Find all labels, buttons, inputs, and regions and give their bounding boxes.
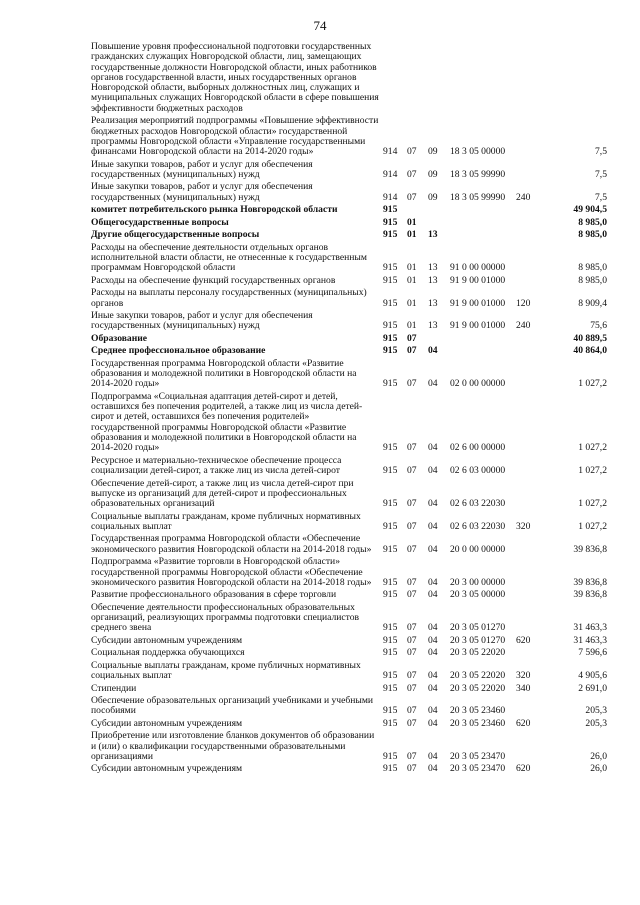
row-target-article-code: 18 3 05 00000	[450, 146, 506, 158]
row-expense-type-code	[516, 276, 540, 288]
row-target-article-code: 20 3 05 23470	[450, 763, 506, 775]
row-grbs-code: 915	[383, 717, 398, 729]
row-expense-type-code: 320	[516, 520, 531, 532]
row-expense-type-code: 620	[516, 763, 531, 775]
table-row	[91, 346, 607, 358]
row-subsection-code: 04	[428, 576, 438, 588]
row-section-code: 07	[407, 634, 417, 646]
row-name: Повышение уровня профессиональной подготовки государственных гражданских служащих Новгородской области, лиц, замещающих государственные должности Новгородской области, иных работников органов государственной власти, иных государственных органов Новгородской области, выборных должностных лиц, служащих и муниципальных служащих Новгородской области в сфере повышения эффективности бюджетных расходов	[91, 41, 379, 114]
row-subsection-code: 04	[428, 589, 438, 601]
row-grbs-code: 915	[383, 647, 398, 659]
row-subsection-code: 04	[428, 543, 438, 555]
row-grbs-code: 915	[383, 297, 398, 309]
row-target-article-code: 20 3 05 23470	[450, 750, 506, 762]
row-target-article-code	[450, 334, 516, 346]
table-row	[91, 392, 607, 456]
table-row	[91, 590, 607, 602]
row-expense-type-code: 620	[516, 717, 531, 729]
row-subsection-code: 13	[428, 274, 438, 286]
row-name: Образование	[91, 332, 148, 344]
row-name: Приобретение или изготовление бланков документов об образовании и (или) о квалификации государственными образовательными организациями	[91, 730, 375, 762]
page-number: 74	[313, 18, 327, 33]
row-section-code: 07	[407, 498, 417, 510]
row-subsection-code: 04	[428, 622, 438, 634]
row-expense-type-code	[516, 479, 540, 512]
row-name: Государственная программа Новгородской области «Развитие образования и молодежной политики в Новгородской области на 2014-2020 годы»	[91, 357, 357, 390]
row-section-code: 01	[407, 262, 417, 274]
row-expense-type-code	[516, 534, 540, 557]
row-subsection-code: 04	[428, 465, 438, 477]
row-section-code: 07	[407, 146, 417, 158]
row-amount: 1 027,2	[578, 520, 607, 532]
row-expense-type-code: 340	[516, 682, 531, 694]
row-subsection-code: 04	[428, 682, 438, 694]
row-section-code: 01	[407, 320, 417, 332]
row-target-article-code: 18 3 05 99990	[450, 168, 506, 180]
row-section-code: 07	[407, 332, 417, 344]
row-subsection-code: 13	[428, 229, 438, 241]
row-amount: 8 985,0	[578, 262, 607, 274]
row-amount: 8 985,0	[578, 229, 607, 241]
row-target-article-code: 20 3 05 00000	[450, 589, 506, 601]
row-subsection-code: 04	[428, 634, 438, 646]
row-grbs-code: 915	[383, 465, 398, 477]
row-section-code: 07	[407, 670, 417, 682]
row-subsection-code: 04	[428, 705, 438, 717]
row-grbs-code: 915	[383, 543, 398, 555]
row-target-article-code: 18 3 05 99990	[450, 191, 506, 203]
row-target-article-code	[450, 42, 516, 116]
row-target-article-code: 20 3 05 01270	[450, 634, 506, 646]
row-name: Субсидии автономным учреждениям	[91, 763, 243, 775]
row-name: Стипендии	[91, 682, 137, 694]
row-amount: 31 463,3	[573, 622, 607, 634]
row-subsection-code: 04	[428, 520, 438, 532]
row-grbs-code: 915	[383, 589, 398, 601]
row-name: Расходы на обеспечение деятельности отдельных органов исполнительной власти области, не отнесенные к государственным программам Новгородской области	[91, 241, 367, 274]
row-section-code: 07	[407, 520, 417, 532]
table-row	[91, 311, 607, 334]
row-section-code: 07	[407, 191, 417, 203]
row-amount: 39 836,8	[573, 576, 607, 588]
row-grbs-code: 915	[383, 204, 398, 216]
row-expense-type-code: 320	[516, 670, 531, 682]
row-name: Подпрограмма «Развитие торговли в Новгородской области» государственной программы Новгородской области «Обеспечение экономического развития Новгородской области на 2014-2018 годы»	[91, 556, 372, 588]
row-target-article-code: 20 3 05 22020	[450, 682, 506, 694]
row-amount: 1 027,2	[578, 442, 607, 454]
row-amount: 75,6	[590, 320, 607, 332]
row-subsection-code: 13	[428, 262, 438, 274]
row-subsection-code: 09	[428, 146, 438, 158]
row-grbs-code: 915	[383, 622, 398, 634]
row-target-article-code: 91 9 00 01000	[450, 274, 506, 286]
row-target-article-code: 20 0 00 00000	[450, 543, 506, 555]
row-amount: 2 691,0	[578, 682, 607, 694]
row-target-article-code: 20 3 05 23460	[450, 705, 506, 717]
row-target-article-code: 20 3 05 22020	[450, 670, 506, 682]
row-name: Развитие профессионального образования в сфере торговли	[91, 589, 337, 601]
row-grbs-code: 915	[383, 378, 398, 390]
row-amount	[540, 42, 607, 116]
row-grbs-code: 915	[383, 262, 398, 274]
row-target-article-code: 20 3 05 01270	[450, 622, 506, 634]
row-amount: 7,5	[595, 146, 607, 158]
row-section-code: 07	[407, 763, 417, 775]
row-section-code: 01	[407, 216, 417, 228]
row-subsection-code: 04	[428, 345, 438, 357]
row-amount: 205,3	[585, 705, 607, 717]
row-section-code: 07	[407, 378, 417, 390]
row-expense-type-code	[516, 392, 540, 456]
row-target-article-code: 20 3 00 00000	[450, 576, 506, 588]
table-row	[91, 479, 607, 512]
row-section-code: 07	[407, 589, 417, 601]
table-row	[91, 359, 607, 392]
row-name: Иные закупки товаров, работ и услуг для обеспечения государственных (муниципальных) нужд	[91, 158, 313, 180]
row-grbs-code: 915	[383, 332, 398, 344]
row-section-code: 07	[407, 622, 417, 634]
row-name: Иные закупки товаров, работ и услуг для обеспечения государственных (муниципальных) нужд	[91, 310, 313, 332]
row-expense-type-code	[516, 230, 540, 242]
row-name: Обеспечение деятельности профессиональных образовательных организаций, реализующих программы подготовки специалистов среднего звена	[91, 601, 360, 634]
row-section-code: 07	[407, 717, 417, 729]
row-amount: 8 909,4	[578, 297, 607, 309]
row-target-article-code: 91 9 00 01000	[450, 297, 506, 309]
row-target-article-code	[450, 205, 516, 217]
budget-table-body	[91, 42, 607, 777]
row-grbs-code: 915	[383, 576, 398, 588]
row-amount: 1 027,2	[578, 378, 607, 390]
row-amount: 7,5	[595, 168, 607, 180]
row-grbs-code: 914	[383, 191, 398, 203]
row-name: Субсидии автономным учреждениям	[91, 717, 243, 729]
row-target-article-code: 20 3 05 22020	[450, 647, 506, 659]
table-row	[91, 288, 607, 311]
row-grbs-code: 915	[383, 498, 398, 510]
row-grbs-code: 915	[383, 442, 398, 454]
table-row	[91, 182, 607, 205]
row-grbs-code: 915	[383, 763, 398, 775]
row-subsection-code: 13	[428, 297, 438, 309]
row-grbs-code: 915	[383, 320, 398, 332]
row-amount: 26,0	[590, 750, 607, 762]
row-name: Среднее профессиональное образование	[91, 345, 266, 357]
row-name: Другие общегосударственные вопросы	[91, 229, 260, 241]
row-name: Обеспечение образовательных организаций учебниками и учебными пособиями	[91, 695, 374, 717]
row-subsection-code: 04	[428, 670, 438, 682]
row-target-article-code: 02 6 03 22030	[450, 520, 506, 532]
row-name: Расходы на обеспечение функций государственных органов	[91, 274, 336, 286]
row-expense-type-code: 120	[516, 297, 531, 309]
row-name: Общегосударственные вопросы	[91, 216, 229, 228]
row-subsection-code: 04	[428, 717, 438, 729]
row-grbs-code: 915	[383, 345, 398, 357]
row-subsection-code: 04	[428, 498, 438, 510]
table-row	[91, 512, 607, 535]
table-row	[91, 456, 607, 479]
row-expense-type-code	[516, 346, 540, 358]
row-section-code: 07	[407, 543, 417, 555]
row-target-article-code: 91 0 00 00000	[450, 262, 506, 274]
row-expense-type-code	[516, 243, 540, 276]
row-target-article-code: 02 6 00 00000	[450, 442, 506, 454]
row-amount: 7 596,6	[578, 647, 607, 659]
row-section-code: 07	[407, 576, 417, 588]
row-target-article-code: 02 6 03 00000	[450, 465, 506, 477]
row-subsection-code	[428, 42, 450, 116]
row-expense-type-code: 620	[516, 634, 531, 646]
row-target-article-code	[450, 346, 516, 358]
row-section-code: 07	[407, 682, 417, 694]
row-section-code: 01	[407, 229, 417, 241]
row-amount: 1 027,2	[578, 465, 607, 477]
row-amount: 40 889,5	[573, 332, 607, 344]
row-grbs-code: 914	[383, 146, 398, 158]
row-name: Субсидии автономным учреждениям	[91, 634, 243, 646]
row-name: Иные закупки товаров, работ и услуг для обеспечения государственных (муниципальных) нужд	[91, 181, 313, 203]
row-subsection-code: 13	[428, 320, 438, 332]
table-row	[91, 764, 607, 776]
row-amount: 39 836,8	[573, 543, 607, 555]
row-section-code: 01	[407, 274, 417, 286]
row-name: Социальная поддержка обучающихся	[91, 647, 245, 659]
row-target-article-code	[450, 218, 516, 230]
row-target-article-code	[450, 230, 516, 242]
row-amount: 39 836,8	[573, 589, 607, 601]
table-row	[91, 205, 607, 217]
row-amount: 49 904,5	[573, 204, 607, 216]
row-section-code: 07	[407, 345, 417, 357]
row-target-article-code: 20 3 05 23460	[450, 717, 506, 729]
row-amount: 8 985,0	[578, 274, 607, 286]
table-row	[91, 557, 607, 590]
row-target-article-code: 02 6 03 22030	[450, 498, 506, 510]
table-row	[91, 116, 607, 159]
row-expense-type-code: 240	[516, 191, 531, 203]
row-amount: 26,0	[590, 763, 607, 775]
row-grbs-code: 915	[383, 229, 398, 241]
row-subsection-code: 04	[428, 442, 438, 454]
row-grbs-code: 915	[383, 750, 398, 762]
table-row	[91, 243, 607, 276]
row-section-code: 07	[407, 750, 417, 762]
row-grbs-code: 915	[383, 520, 398, 532]
row-expense-type-code	[516, 218, 540, 230]
row-expense-type-code	[516, 696, 540, 719]
row-expense-type-code	[516, 334, 540, 346]
row-amount: 1 027,2	[578, 498, 607, 510]
row-subsection-code: 04	[428, 378, 438, 390]
row-subsection-code: 04	[428, 647, 438, 659]
row-target-article-code: 02 0 00 00000	[450, 378, 506, 390]
row-expense-type-code	[516, 648, 540, 660]
row-grbs-code: 915	[383, 274, 398, 286]
row-name: Государственная программа Новгородской области «Обеспечение экономического развития Новгородской области на 2014-2018 годы»	[91, 533, 372, 555]
row-name: Обеспечение детей-сирот, а также лиц из числа детей-сирот при выпуске из организаций для детей-сирот и профессиональных образовательных организаций	[91, 477, 354, 510]
row-grbs-code: 915	[383, 634, 398, 646]
row-grbs-code: 915	[383, 682, 398, 694]
row-subsection-code: 04	[428, 750, 438, 762]
row-section-code: 07	[407, 442, 417, 454]
row-section-code	[407, 205, 428, 217]
row-section-code: 01	[407, 297, 417, 309]
table-row	[91, 696, 607, 719]
row-amount: 31 463,3	[573, 634, 607, 646]
table-row	[91, 160, 607, 183]
row-amount: 205,3	[585, 717, 607, 729]
row-name: Расходы на выплаты персоналу государственных (муниципальных) органов	[91, 287, 367, 309]
row-grbs-code: 914	[383, 168, 398, 180]
row-expense-type-code	[516, 42, 540, 116]
row-subsection-code: 04	[428, 763, 438, 775]
row-name: Социальные выплаты гражданам, кроме публичных нормативных социальных выплат	[91, 659, 361, 682]
row-amount: 8 985,0	[578, 216, 607, 228]
row-subsection-code	[428, 205, 450, 217]
row-grbs-code	[383, 42, 407, 116]
table-row	[91, 603, 607, 636]
row-section-code: 07	[407, 465, 417, 477]
row-amount: 7,5	[595, 191, 607, 203]
row-name: Реализация мероприятий подпрограммы «Повышение эффективности бюджетных расходов Новгородской области» государственной программы Новгородской области «Управление государственными финансами Новгородской области на 2014-2020 годы»	[91, 115, 379, 158]
row-section-code: 07	[407, 705, 417, 717]
row-amount: 40 864,0	[573, 345, 607, 357]
row-section-code: 07	[407, 647, 417, 659]
table-row	[91, 648, 607, 660]
table-row	[91, 230, 607, 242]
row-name: Социальные выплаты гражданам, кроме публичных нормативных социальных выплат	[91, 510, 361, 532]
table-row	[91, 661, 607, 684]
row-expense-type-code	[516, 603, 540, 636]
row-expense-type-code	[516, 160, 540, 183]
row-expense-type-code: 240	[516, 320, 531, 332]
row-section-code: 07	[407, 168, 417, 180]
row-subsection-code: 09	[428, 168, 438, 180]
row-target-article-code: 91 9 00 01000	[450, 320, 506, 332]
row-amount: 4 905,6	[578, 670, 607, 682]
table-row	[91, 42, 607, 116]
row-grbs-code: 915	[383, 705, 398, 717]
row-grbs-code: 915	[383, 216, 398, 228]
row-expense-type-code	[516, 456, 540, 479]
row-name: Ресурсное и материально-техническое обеспечение процесса социализации детей-сирот, а также лиц из числа детей-сирот	[91, 454, 342, 477]
row-expense-type-code	[516, 359, 540, 392]
row-expense-type-code	[516, 557, 540, 590]
row-expense-type-code	[516, 731, 540, 764]
row-name: Подпрограмма «Социальная адаптация детей-сирот и детей, оставшихся без попечения родителей, а также лиц из числа детей-сирот и детей, оставшихся без попечения родителей» государственной программы Новгородской области «Развитие образования и молодежной политики в Новгородской области на 2014-2020 годы»	[91, 390, 363, 454]
row-expense-type-code	[516, 205, 540, 217]
row-subsection-code: 09	[428, 191, 438, 203]
budget-table	[91, 42, 607, 777]
row-name: комитет потребительского рынка Новгородской области	[91, 204, 338, 216]
row-section-code	[407, 42, 428, 116]
table-row	[91, 534, 607, 557]
row-expense-type-code	[516, 590, 540, 602]
table-row	[91, 731, 607, 764]
row-expense-type-code	[516, 116, 540, 159]
row-grbs-code: 915	[383, 670, 398, 682]
